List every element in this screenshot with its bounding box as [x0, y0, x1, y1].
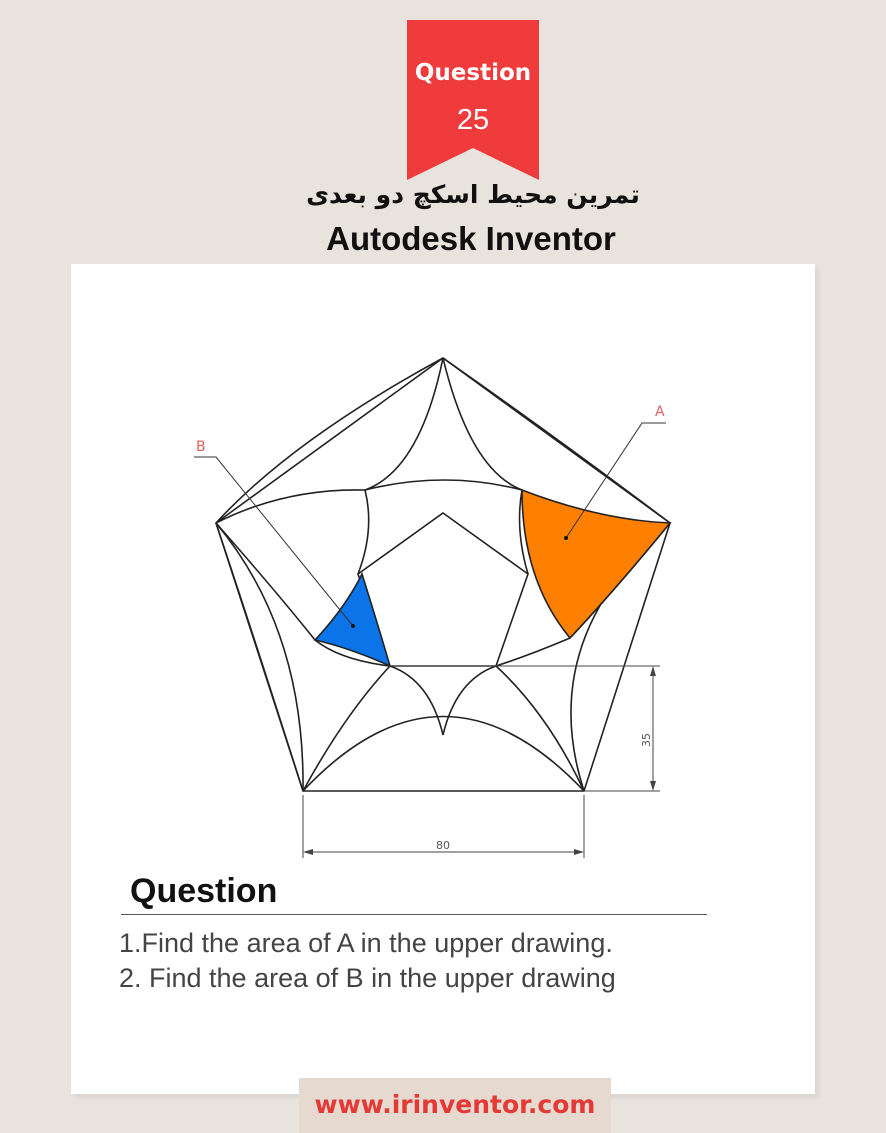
english-title: Autodesk Inventor: [326, 220, 616, 257]
leader-b: [194, 457, 353, 626]
heading-divider: [121, 914, 707, 915]
question-heading: Question: [130, 872, 278, 910]
arrow: [650, 666, 656, 676]
question-badge: [407, 20, 539, 185]
arc: [443, 358, 522, 490]
question-item-1: 1.Find the area of A in the upper drawing.: [119, 928, 613, 958]
region-a: [522, 490, 670, 638]
website-link[interactable]: www.irinventor.com: [314, 1090, 596, 1119]
question-item-2: 2. Find the area of B in the upper drawing: [119, 963, 616, 993]
arc: [303, 666, 390, 791]
arc: [496, 638, 570, 666]
badge-number: 25: [456, 104, 490, 136]
footer-banner: [299, 1078, 611, 1133]
pentagon-drawing: [71, 264, 815, 874]
exercise-card: [71, 264, 815, 1094]
arc: [303, 717, 584, 792]
ribbon-shape: [407, 20, 539, 185]
arrow: [650, 781, 656, 791]
leader-a-dot: [564, 536, 568, 540]
arc: [216, 523, 303, 791]
label-b: B: [196, 439, 206, 455]
persian-title: تمرین محیط اسکچ دو بعدی: [306, 180, 640, 209]
leader-b-dot: [351, 624, 355, 628]
arc: [365, 480, 522, 490]
arc: [390, 666, 496, 735]
arc: [365, 358, 443, 490]
label-a: A: [655, 404, 665, 420]
arrow: [574, 849, 584, 855]
badge-label: Question: [414, 60, 532, 86]
dim-height-text: 35: [640, 733, 653, 747]
dim-width-text: 80: [436, 839, 450, 852]
arc: [216, 523, 315, 640]
region-b: [315, 574, 390, 666]
arrow: [303, 849, 313, 855]
arc: [358, 490, 369, 574]
